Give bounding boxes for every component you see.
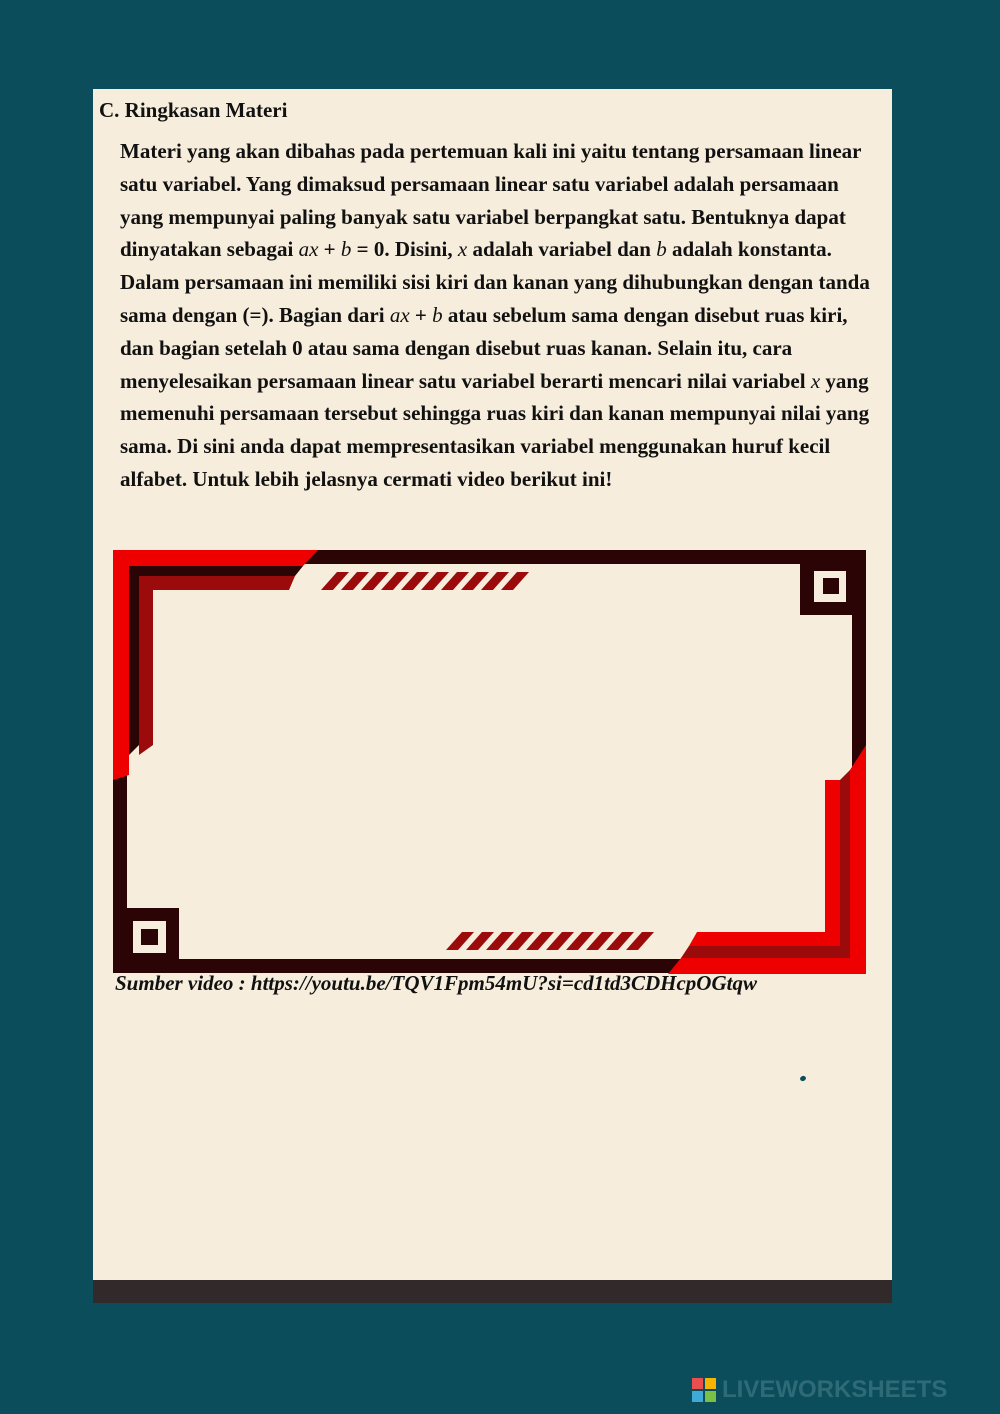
section-heading: C. Ringkasan Materi	[99, 98, 288, 122]
math-var: b	[340, 237, 352, 262]
liveworksheets-logo-icon	[692, 1378, 716, 1402]
worksheet-page	[93, 89, 892, 1280]
brand-name: LIVEWORKSHEETS	[722, 1376, 948, 1403]
math-var: b	[432, 302, 443, 327]
page-footer-bar	[93, 1280, 892, 1303]
stray-dot-mark	[799, 1075, 806, 1082]
liveworksheets-brand[interactable]	[692, 1378, 947, 1402]
math-var: b	[656, 237, 667, 262]
math-var: ax	[298, 237, 319, 262]
decorative-video-border	[113, 550, 866, 974]
math-var: x	[457, 237, 468, 262]
video-embed-frame[interactable]	[113, 550, 866, 974]
summary-paragraph: Materi yang akan dibahas pada pertemuan kali ini yaitu tentang persamaan linear satu variabel. Yang dimaksud persamaan linear satu variabel adalah persamaan yang mempunyai paling banyak satu variabel berpangkat satu. Bentuknya dapat dinyatakan sebagai ax + b = 0. Disini, x adalah variabel dan b adalah konstanta. Dalam persamaan ini memiliki sisi kiri dan kanan yang dihubungkan dengan tanda sama dengan (=). Bagian dari ax + b atau sebelum sama dengan disebut ruas kiri, dan bagian setelah 0 atau sama dengan disebut ruas kanan. Selain itu, cara menyelesaikan persamaan linear satu variabel berarti mencari nilai variabel x yang memenuhi persamaan tersebut sehingga ruas kiri dan kanan mempunyai nilai yang sama. Di sini anda dapat mempresentasikan variabel menggunakan huruf kecil alfabet. Untuk lebih jelasnya cermati video berikut ini!	[120, 139, 870, 491]
video-source-link[interactable]: Sumber video : https://youtu.be/TQV1Fpm54mU?si=cd1td3CDHcpOGtqw	[115, 971, 757, 995]
math-var: ax	[389, 302, 410, 327]
math-var: x	[810, 368, 821, 393]
